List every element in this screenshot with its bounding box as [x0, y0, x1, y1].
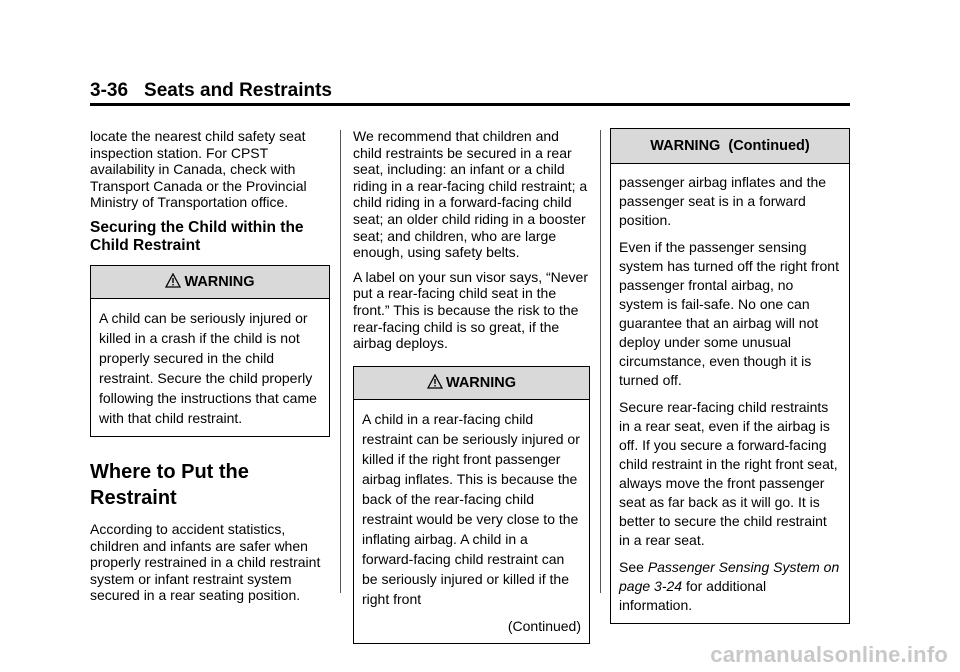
subheading: Securing the Child within the Child Restraint [90, 218, 304, 254]
cross-reference-link[interactable]: Passenger Sensing System on page 3-24 [619, 559, 840, 594]
warning-body [91, 299, 329, 436]
warning-title: WARNING [445, 374, 517, 391]
warning-text: Even if the passenger sensing system has turned off the right front passenger frontal airbag, no system is fail-safe. No one can guarantee that an airbag will not deploy under some unusual circumstance, even though it is turned off. [619, 239, 839, 388]
warning-triangle-icon [165, 268, 181, 300]
column-divider-2 [600, 130, 601, 593]
warning-title: WARNING (Continued) [650, 138, 810, 154]
see-reference: See Passenger Sensing System on page 3-24 for additional information. [619, 559, 840, 613]
paragraph: We recommend that children and child restraints be secured in a rear seat, including: an infant or a child riding in a rear-facing child restraint; a child riding in a forward-facing child seat; an older child riding in a booster seat; and children, who are large enough, using safety belts. [353, 128, 588, 261]
warning-triangle-icon [427, 369, 443, 401]
warning-title: WARNING [184, 273, 255, 290]
paragraph: A label on your sun visor says, “Never put a rear-facing child seat in the front.” This is because the risk to the rear-facing child is so great, if the airbag deploys. [353, 268, 588, 352]
warning-body [354, 400, 589, 643]
section-heading: Where to Put the Restraint [90, 460, 249, 509]
warning-body [611, 164, 849, 623]
column-divider-1 [340, 130, 341, 593]
column-2 [353, 128, 590, 654]
warning-header [354, 367, 589, 400]
warning-box-1 [90, 265, 330, 437]
page-number: 3-36 [90, 80, 129, 101]
warning-text: A child in a rear-facing child restraint can be seriously injured or killed if the right front passenger airbag inflates. This is because the back of the rear-facing child restraint would be very close to the inflating airbag. A child in a forward-facing child restraint can be seriously injured or killed if the right front [362, 410, 580, 607]
section-paragraph: According to accident statistics, children and infants are safer when properly restrained in a child restraint system or infant restraint system secured in a rear seating position. [90, 520, 321, 604]
column-3 [610, 128, 850, 634]
page-title: Seats and Restraints [144, 80, 332, 101]
warning-text: A child can be seriously injured or killed in a crash if the child is not properly secured in the child restraint. Secure the child properly following the instructions that came with that child restraint. [99, 309, 317, 426]
warning-text: Secure rear-facing child restraints in a rear seat, even if the airbag is off. If you secure a forward-facing child restraint in the right front seat, always move the front passenger seat as far back as it will go. It is better to secure the child restraint in a rear seat. [619, 399, 838, 548]
watermark: carmanualsonline.info [710, 642, 948, 667]
intro-paragraph: locate the nearest child safety seat inspection station. For CPST availability in Canada, check with Transport Canada or the Provincial Ministry of Transportation office. [90, 128, 307, 211]
header-rule [90, 103, 850, 106]
warning-box-continued [610, 128, 850, 624]
warning-header [611, 129, 849, 164]
warning-box-2 [353, 366, 590, 644]
column-1 [90, 128, 330, 612]
warning-text: passenger airbag inflates and the passenger seat is in a forward position. [619, 174, 827, 228]
warning-header [91, 266, 329, 299]
page-header [90, 80, 850, 102]
continued-label: (Continued) [507, 617, 581, 634]
